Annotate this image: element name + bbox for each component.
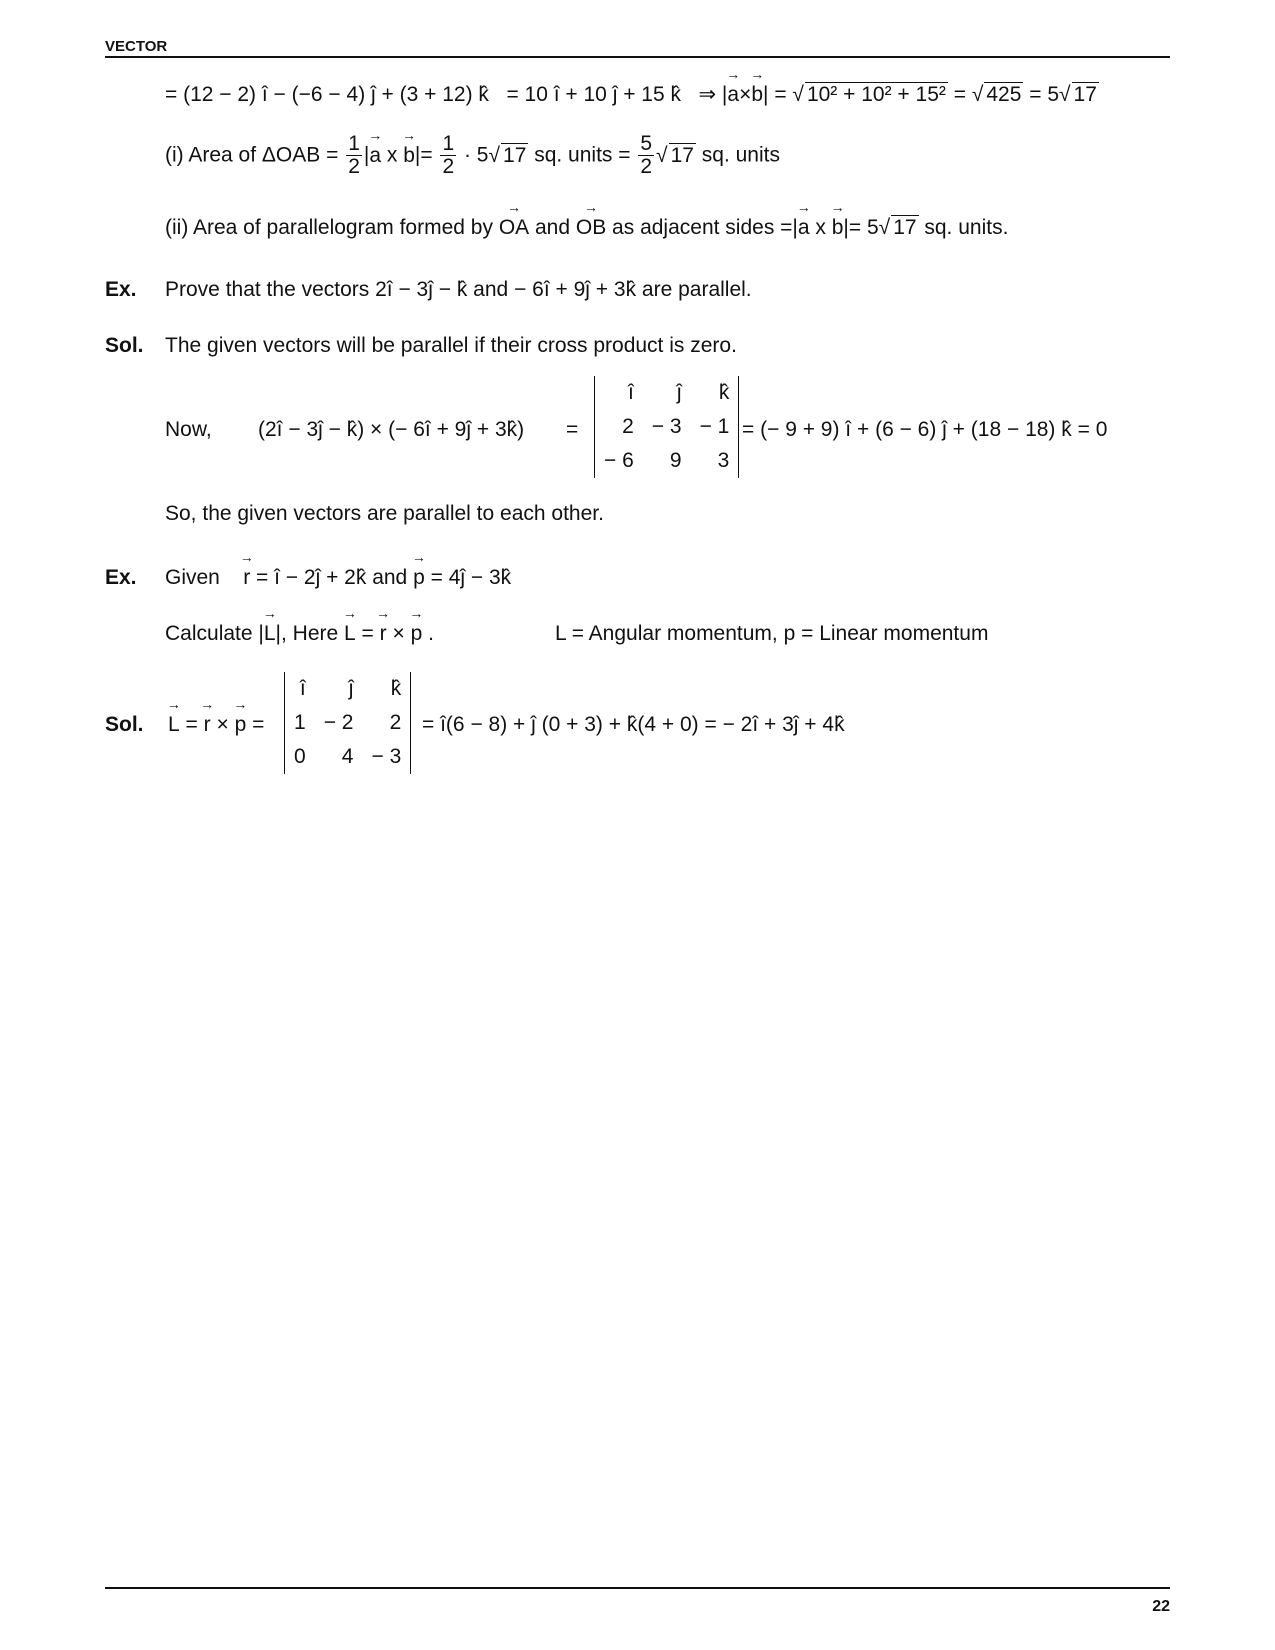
equals: = [355, 622, 380, 645]
vector-a: → a [798, 216, 810, 240]
page-header-title: VECTOR [105, 38, 168, 55]
sqrt-17: 17 [1073, 83, 1097, 106]
cross-x: x [381, 143, 404, 167]
sq-units-end: sq. units. [918, 216, 1009, 239]
and-text: and [467, 278, 515, 301]
area-triangle-label: (i) Area of ΔOAB = [165, 143, 345, 167]
example-label: Ex. [105, 566, 137, 589]
sq-units-equals: sq. units = [528, 143, 637, 167]
fraction-five-halves [638, 133, 654, 178]
det-cell: 3 [717, 449, 730, 472]
det-row [285, 740, 410, 774]
and-text: and [529, 216, 576, 239]
det-cell: 9 [669, 449, 682, 472]
here-text: |, Here [275, 622, 345, 645]
sqrt-sum-squares: 10² + 10² + 15² [806, 83, 946, 106]
vector-r: → r [380, 622, 387, 646]
footer-rule [105, 1587, 1170, 1589]
vector-OA: → OA [499, 216, 529, 240]
numerator: 5 [640, 132, 653, 155]
sq-units: sq. units [695, 143, 780, 167]
det-cell: ĵ [676, 381, 682, 404]
cross-x: x [809, 216, 832, 239]
vector-r: → r [243, 566, 250, 590]
equals: = [947, 83, 972, 106]
final-coefficient: = 5 [1023, 83, 1060, 106]
solution-text: The given vectors will be parallel if their cross product is zero. [165, 334, 737, 357]
vector-p: → p [235, 713, 247, 737]
det-cell: − 1 [699, 415, 730, 438]
calculate-text: Calculate | [165, 622, 264, 645]
denominator: 2 [640, 155, 653, 179]
expansion-result: = 10 î + 10 ĵ + 15 k̂ [506, 83, 681, 106]
det-cell: k̂ [390, 677, 402, 700]
cross-symbol: × [739, 83, 752, 106]
det-row [595, 444, 738, 478]
vector-a: → a [369, 144, 381, 168]
abs-close: |= [414, 143, 433, 167]
det-row [595, 376, 738, 410]
vector-L: → L [168, 713, 180, 737]
det-cell: − 3 [371, 745, 402, 768]
question-pre: Prove that the vectors [165, 278, 376, 301]
header-rule [105, 56, 1170, 58]
det-row [285, 672, 410, 706]
vector-OB: → OB [576, 216, 606, 240]
det-cell: 0 [294, 745, 306, 768]
det-cell: 2 [389, 711, 402, 734]
vector-b: → b [832, 216, 844, 240]
determinant-2 [284, 672, 411, 774]
det-cell: k̂ [718, 381, 730, 404]
p-expression: = 4ĵ − 3k̂ [424, 566, 512, 589]
equals-end: = [246, 713, 265, 736]
numerator: 1 [442, 132, 455, 155]
sqrt-17: 17 [503, 144, 527, 168]
now-label: Now, [165, 418, 212, 441]
equals-sign: = [566, 418, 579, 441]
fraction-half [346, 133, 362, 178]
det-cell: − 2 [323, 711, 354, 734]
vector-L: → L [344, 622, 356, 646]
det-cell: î [627, 381, 634, 404]
solution-label: Sol. [105, 334, 144, 357]
vector-p: → p [413, 566, 425, 590]
example1-question [165, 278, 752, 302]
example2-calculate [165, 622, 434, 646]
abs-close-five: |= 5 [843, 216, 879, 239]
given-text: Given [165, 566, 220, 589]
equals-abs: =| [780, 216, 798, 239]
sqrt-17: 17 [893, 216, 917, 239]
expansion-text: = (12 − 2) î − (−6 − 4) ĵ + (3 + 12) k̂ [165, 83, 489, 106]
vector-p: → p [411, 622, 423, 646]
implies-symbol: ⇒ | [698, 83, 728, 106]
r-expression: = î − 2ĵ + 2k̂ [250, 566, 367, 589]
times: × [386, 622, 411, 645]
cross-product-expansion: = (12 − 2) î − (−6 − 4) ĵ + (3 + 12) k̂ = 10 î + 10 ĵ + 15 k̂ ⇒ |→ a×→ b| = √ 10² + 10² + 15² = √ 425 = 5√ 17 [165, 82, 1099, 107]
equals: = [179, 713, 204, 736]
vector-b: → b [751, 83, 763, 107]
definitions-text: L = Angular momentum, p = Linear momentum [555, 622, 989, 645]
adjacent-text: as adjacent sides [606, 216, 781, 239]
solution-label: Sol. [105, 713, 144, 736]
denominator: 2 [442, 155, 455, 179]
example-label: Ex. [105, 278, 137, 301]
vector-L: → L [264, 622, 276, 646]
dot-five: · 5 [458, 143, 489, 167]
times: × [210, 713, 235, 736]
det-row [285, 706, 410, 740]
page-number: 22 [1152, 1598, 1170, 1615]
det-cell: 4 [341, 745, 354, 768]
question-post: are parallel. [636, 278, 752, 301]
sqrt-17: 17 [670, 144, 694, 168]
vector-a: → a [727, 83, 739, 107]
abs-close: | = [763, 83, 793, 106]
det-cell: − 3 [651, 415, 682, 438]
det-row [595, 410, 738, 444]
sqrt-425: 425 [986, 83, 1022, 106]
det-cell: − 6 [604, 449, 634, 472]
det-cell: 2 [622, 415, 634, 438]
det-cell: 1 [294, 711, 306, 734]
area-parallelogram-label: (ii) Area of parallelogram formed by [165, 216, 499, 239]
area-parallelogram-line: (ii) Area of parallelogram formed by → OA and → OB as adjacent sides =|→ a x → b|= 5√ 17 sq. units. [165, 215, 1008, 240]
determinant-result: = (− 9 + 9) î + (6 − 6) ĵ + (18 − 18) k̂ = 0 [742, 418, 1108, 441]
abs-open: | [363, 143, 370, 167]
conclusion-text: So, the given vectors are parallel to each other. [165, 502, 604, 525]
cross-expression: (2î − 3ĵ − k̂) × (− 6î + 9ĵ + 3k̂) [258, 418, 525, 441]
L-result: = î(6 − 8) + ĵ (0 + 3) + k̂(4 + 0) = − 2î + 3ĵ + 4k̂ [422, 713, 845, 736]
vector-r: → r [204, 713, 211, 737]
fraction-half-2 [440, 133, 456, 178]
L-definition [168, 713, 264, 737]
vector-b: → b [403, 144, 415, 168]
det-cell: ĵ [348, 677, 354, 700]
example2-given [165, 566, 511, 590]
determinant-1 [594, 376, 739, 478]
numerator: 1 [348, 132, 360, 155]
area-triangle-line: (i) Area of ΔOAB = $\frac{1}{2}$ |→ a x → b|= $\frac{1}{2}$ · 5√ 17 sq. units = $\frac{5}{2}$ √ 17 sq. units [165, 133, 780, 178]
det-cell: î [299, 677, 306, 700]
period: . [422, 622, 434, 645]
vector-1: 2î − 3ĵ − k̂ [375, 278, 468, 301]
and-text: and [366, 566, 414, 589]
vector-2: − 6î + 9ĵ + 3k̂ [514, 278, 637, 301]
denominator: 2 [348, 155, 360, 179]
